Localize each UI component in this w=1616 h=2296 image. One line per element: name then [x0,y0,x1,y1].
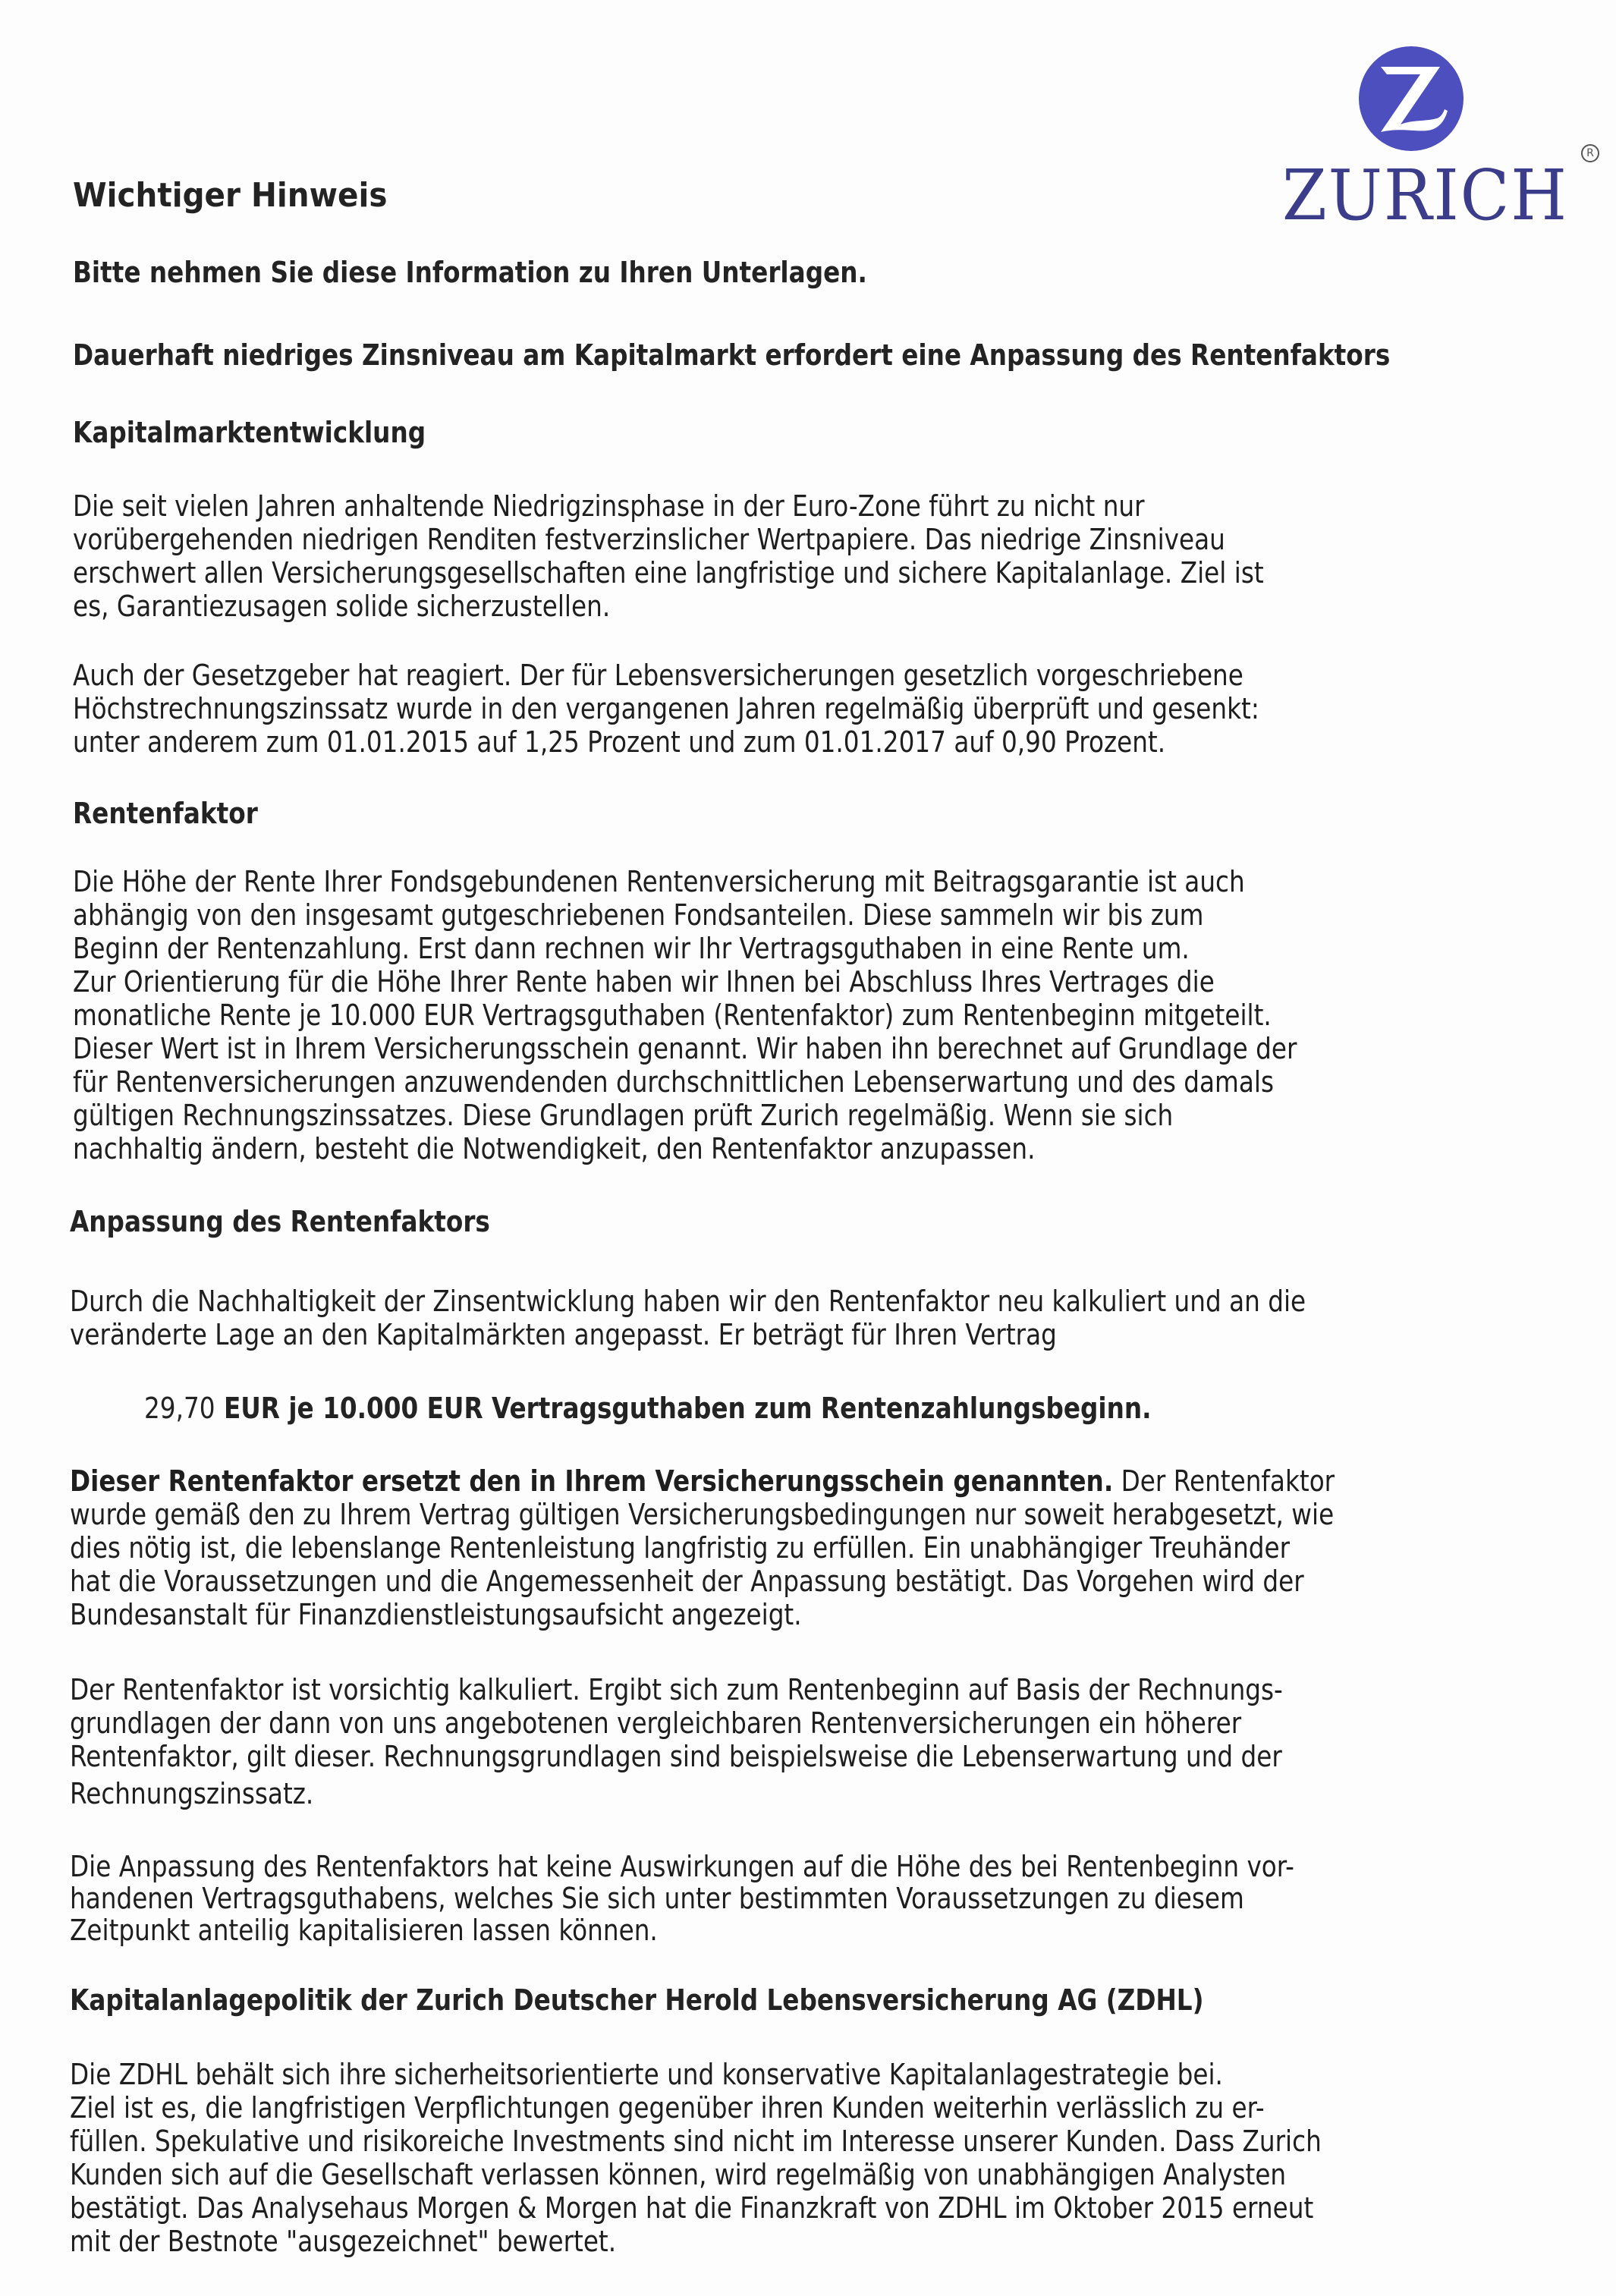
paragraph-line: Ziel ist es, die langfristigen Verpflichtungen gegenüber ihren Kunden weiterhin verlässlich zu er- [70,2091,1265,2125]
rentenfaktor-statement [144,1392,1152,1425]
rentenfaktor-value: 29,70 [144,1392,215,1425]
section-heading-kapitalanlagepolitik: Kapitalanlagepolitik der Zurich Deutscher Herold Lebensversicherung AG (ZDHL) [70,1983,1204,2017]
paragraph-line: handenen Vertragsguthabens, welches Sie sich unter bestimmten Voraussetzungen zu diesem [70,1882,1244,1915]
paragraph-line: füllen. Spekulative und risikoreiche Investments sind nicht im Interesse unserer Kunden. Dass Zurich [70,2125,1322,2158]
paragraph-line: Zur Orientierung für die Höhe Ihrer Rente haben wir Ihnen bei Abschluss Ihres Vertrages die [73,965,1215,999]
paragraph-line: unter anderem zum 01.01.2015 auf 1,25 Prozent und zum 01.01.2017 auf 0,90 Prozent. [73,725,1166,759]
paragraph-line: grundlagen der dann von uns angebotenen vergleichbaren Rentenversicherungen ein höherer [70,1706,1242,1740]
paragraph-line: für Rentenversicherungen anzuwendenden durchschnittlichen Lebenserwartung und des damals [73,1065,1274,1099]
zurich-wordmark: ZURICH [1282,155,1568,236]
rentenfaktor-unit-text: EUR je 10.000 EUR Vertragsguthaben zum Rentenzahlungsbeginn. [223,1392,1152,1425]
registered-trademark-icon: R [1581,144,1599,162]
paragraph-line: Die seit vielen Jahren anhaltende Niedrigzinsphase in der Euro-Zone führt zu nicht nur [73,489,1145,523]
zurich-logo [1282,30,1593,235]
paragraph-line: Dieser Wert ist in Ihrem Versicherungsschein genannt. Wir haben ihn berechnet auf Grundlage der [73,1032,1297,1065]
paragraph-line: es, Garantiezusagen solide sicherzustellen. [73,590,611,623]
paragraph-line: hat die Voraussetzungen und die Angemessenheit der Anpassung bestätigt. Das Vorgehen wird der [70,1565,1304,1598]
notice-line: Bitte nehmen Sie diese Information zu Ihren Unterlagen. [73,256,867,289]
headline: Dauerhaft niedriges Zinsniveau am Kapitalmarkt erfordert eine Anpassung des Rentenfaktors [73,338,1391,372]
document-title: Wichtiger Hinweis [73,176,388,215]
paragraph-line: nachhaltig ändern, besteht die Notwendigkeit, den Rentenfaktor anzupassen. [73,1132,1036,1165]
section-heading-rentenfaktor: Rentenfaktor [73,797,258,830]
bold-lead-sentence: Dieser Rentenfaktor ersetzt den in Ihrem Versicherungsschein genannten. [70,1464,1114,1498]
section-heading-anpassung: Anpassung des Rentenfaktors [70,1205,490,1238]
paragraph-line: Durch die Nachhaltigkeit der Zinsentwicklung haben wir den Rentenfaktor neu kalkuliert und an die [70,1285,1306,1318]
paragraph-line: Die Höhe der Rente Ihrer Fondsgebundenen Rentenversicherung mit Beitragsgarantie ist auch [73,865,1245,898]
paragraph-line: Bundesanstalt für Finanzdienstleistungsaufsicht angezeigt. [70,1598,802,1631]
paragraph-line: Höchstrechnungszinssatz wurde in den vergangenen Jahren regelmäßig überprüft und gesenkt: [73,692,1259,725]
paragraph-line: Beginn der Rentenzahlung. Erst dann rechnen wir Ihr Vertragsguthaben in eine Rente um. [73,932,1190,965]
paragraph-line: dies nötig ist, die lebenslange Rentenleistung langfristig zu erfüllen. Ein unabhängiger Treuhänder [70,1531,1291,1565]
paragraph-line [70,1464,1335,1498]
paragraph-line: Die ZDHL behält sich ihre sicherheitsorientierte und konservative Kapitalanlagestrategie bei. [70,2058,1223,2091]
paragraph-line: Rechnungszinssatz. [70,1777,314,1810]
paragraph-line: erschwert allen Versicherungsgesellschaften eine langfristige und sichere Kapitalanlage. Ziel ist [73,556,1264,590]
paragraph-line: veränderte Lage an den Kapitalmärkten angepasst. Er beträgt für Ihren Vertrag [70,1318,1057,1351]
paragraph-line: abhängig von den insgesamt gutgeschriebenen Fondsanteilen. Diese sammeln wir bis zum [73,898,1204,932]
paragraph-line: Rentenfaktor, gilt dieser. Rechnungsgrundlagen sind beispielsweise die Lebenserwartung und der [70,1740,1282,1773]
paragraph-line: Auch der Gesetzgeber hat reagiert. Der für Lebensversicherungen gesetzlich vorgeschriebene [73,659,1243,692]
first-line-rest: Der Rentenfaktor [1113,1464,1335,1498]
paragraph-line: gültigen Rechnungszinssatzes. Diese Grundlagen prüft Zurich regelmäßig. Wenn sie sich [73,1099,1174,1132]
paragraph-line: wurde gemäß den zu Ihrem Vertrag gültigen Versicherungsbedingungen nur soweit herabgesetzt, wie [70,1498,1335,1531]
paragraph-line: Die Anpassung des Rentenfaktors hat keine Auswirkungen auf die Höhe des bei Rentenbeginn vor- [70,1850,1294,1883]
paragraph-line: mit der Bestnote "ausgezeichnet" bewertet. [70,2225,617,2258]
paragraph-line: Kunden sich auf die Gesellschaft verlassen können, wird regelmäßig von unabhängigen Analysten [70,2158,1287,2191]
paragraph-line: monatliche Rente je 10.000 EUR Vertragsguthaben (Rentenfaktor) zum Rentenbeginn mitgeteilt. [73,999,1272,1032]
paragraph-line: Der Rentenfaktor ist vorsichtig kalkuliert. Ergibt sich zum Rentenbeginn auf Basis der Rechnungs- [70,1673,1283,1706]
paragraph-line: bestätigt. Das Analysehaus Morgen & Morgen hat die Finanzkraft von ZDHL im Oktober 2015 erneut [70,2191,1314,2225]
zurich-z-emblem-icon [1358,46,1464,152]
section-heading-kapitalmarktentwicklung: Kapitalmarktentwicklung [73,416,426,449]
paragraph-line: Zeitpunkt anteilig kapitalisieren lassen können. [70,1914,658,1947]
paragraph-line: vorübergehenden niedrigen Renditen festverzinslicher Wertpapiere. Das niedrige Zinsniveau [73,523,1225,556]
